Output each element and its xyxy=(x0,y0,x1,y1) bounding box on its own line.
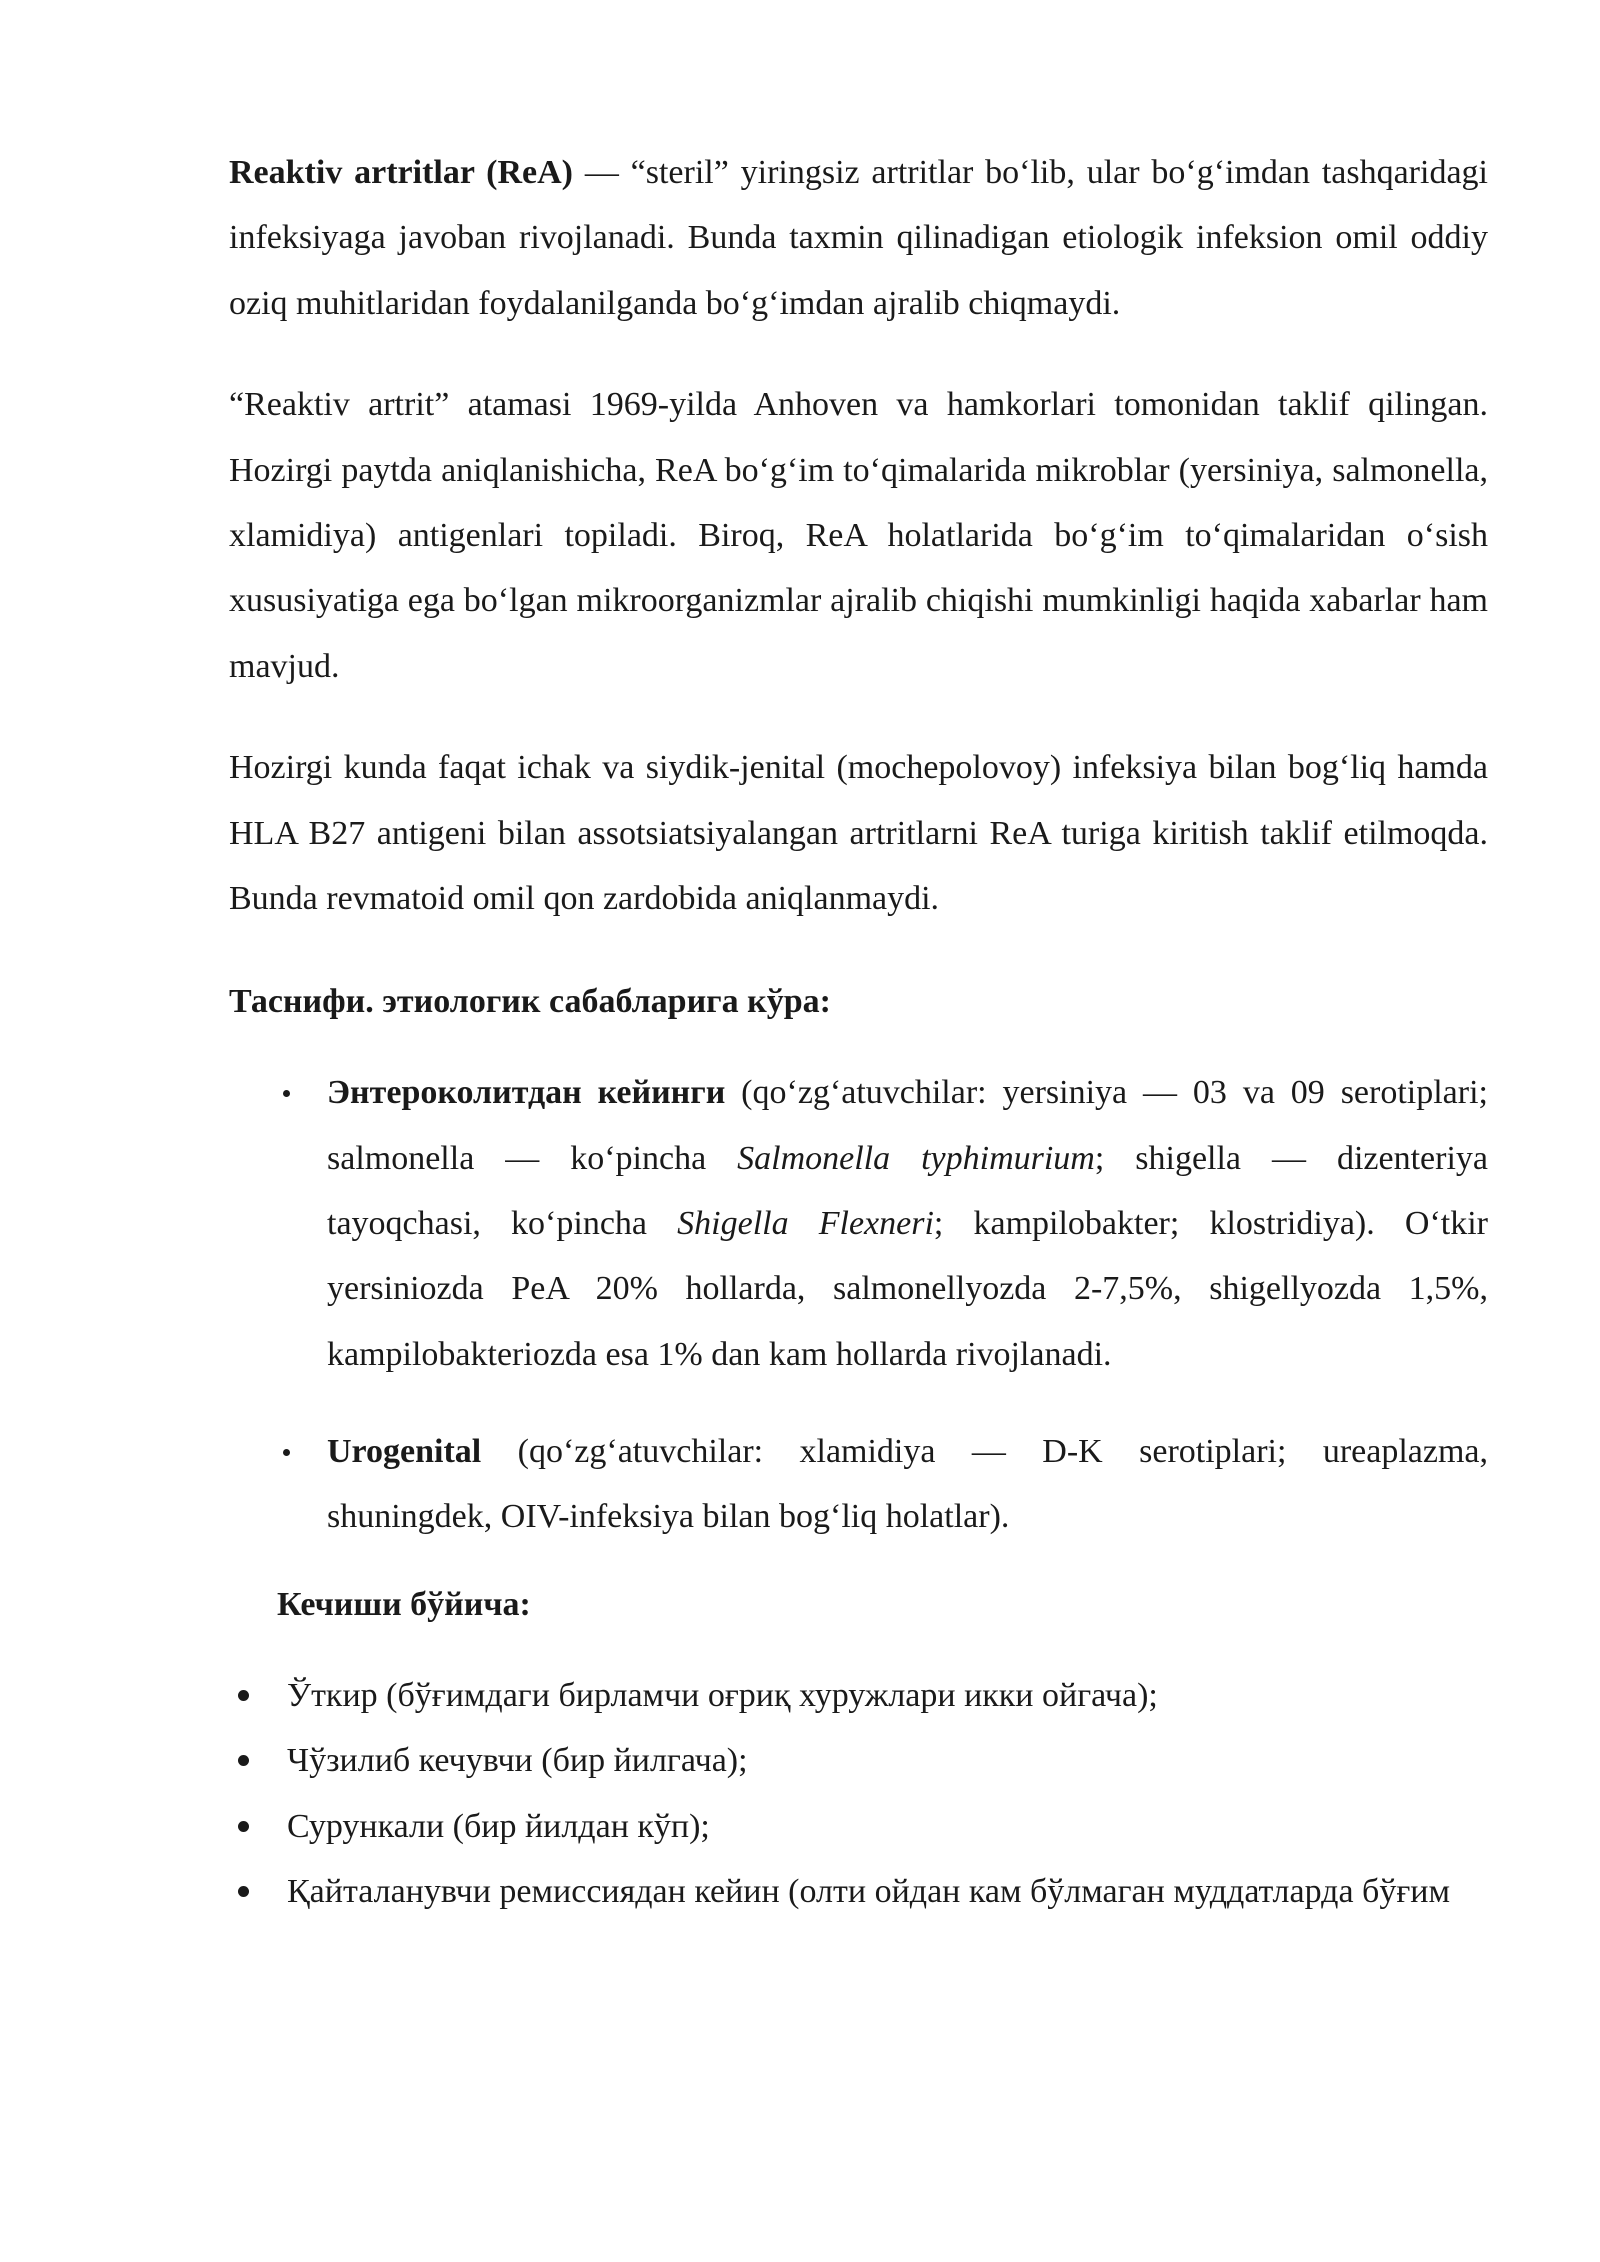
species-name: Salmonella typhimurium xyxy=(737,1139,1095,1177)
definition-text: — “steril” yiringsiz artritlar bo‘lib, ular bo‘g‘imdan tashqaridagi infeksiyaga javoban rivojlanadi. Bunda taxmin qilinadigan etiologik infeksion omil oddiy oziq muhitlaridan foydalanilganda bo‘g‘imdan ajralib chiqmaydi. xyxy=(229,154,1488,322)
course-item-text: Сурункали (бир йилдан кўп); xyxy=(287,1807,710,1845)
bullet-icon xyxy=(283,1090,290,1097)
paragraph-current-view: Hozirgi kunda faqat ichak va siydik-jenital (mochepolovoy) infeksiya bilan bog‘liq hamda HLA B27 antigeni bilan assotsiatsiyalangan artritlarni ReA turiga kiritish taklif etilmoqda. Bunda revmatoid omil qon zardobida aniqlanmaydi. xyxy=(229,749,1488,918)
course-item xyxy=(229,1794,1488,1860)
etiology-item-text: ; shigella — dizenteriya tayoqchasi, ko‘pincha xyxy=(327,1139,1488,1243)
species-name: Shigella Flexneri xyxy=(677,1205,934,1243)
paragraph-history: “Reaktiv artrit” atamasi 1969-yilda Anhoven va hamkorlari tomonidan taklif qilingan. Hozirgi paytda aniqlanishicha, ReA bo‘g‘im to‘qimalarida mikroblar (yersiniya, salmonella, xlamidiya) antigenlari topiladi. Biroq, ReA holatlarida bo‘g‘im to‘qimalaridan o‘sish xususiyatiga ega bo‘lgan mikroorganizmlar ajralib chiqishi mumkinligi haqida xabarlar ham mavjud. xyxy=(229,386,1488,685)
course-item-text: Чўзилиб кечувчи (бир йилгача); xyxy=(287,1742,748,1780)
etiology-list xyxy=(229,1060,1488,1549)
bullet-icon xyxy=(238,1886,249,1897)
bullet-icon xyxy=(238,1821,249,1832)
bullet-icon xyxy=(238,1755,249,1766)
paragraph-definition xyxy=(229,140,1488,336)
course-item xyxy=(229,1728,1488,1794)
course-item xyxy=(229,1663,1488,1729)
classification-heading: Таснифи. этиологик сабабларига кўра: xyxy=(229,983,831,1021)
course-item xyxy=(229,1859,1488,1925)
course-list xyxy=(229,1663,1488,1925)
etiology-item-urogenital xyxy=(229,1419,1488,1550)
bullet-icon xyxy=(238,1690,249,1701)
term-reactive-arthritis: Reaktiv artritlar (ReA) xyxy=(229,154,573,191)
etiology-item-text: (qo‘zg‘atuvchilar: xlamidiya — D-K serotiplari; ureaplazma, shuningdek, OIV-infeksiya bilan bog‘liq holatlar). xyxy=(327,1432,1488,1536)
etiology-item-text: ; kampilobakter; klostridiya). O‘tkir yersiniozda PeA 20% hollarda, salmonellyozda 2-7,5%, shigellyozda 1,5%, kampilobakteriozda esa 1% dan kam hollarda rivojlanadi. xyxy=(327,1205,1488,1373)
document-body xyxy=(229,140,1488,1925)
etiology-item-enterocolitic xyxy=(229,1060,1488,1386)
course-item-text: Қайталанувчи ремиссиядан кейин (олти ойдан кам бўлмаган муддатларда бўғим xyxy=(287,1873,1450,1911)
etiology-item-title: Urogenital xyxy=(327,1432,482,1470)
etiology-item-text: (qo‘zg‘atuvchilar: yersiniya — 03 va 09 serotiplari; salmonella — ko‘pincha xyxy=(327,1074,1488,1177)
etiology-item-title: Энтероколитдан кейинги xyxy=(327,1074,726,1112)
bullet-icon xyxy=(283,1449,290,1456)
course-heading: Кечиши бўйича: xyxy=(277,1585,531,1623)
course-item-text: Ўткир (бўғимдаги бирламчи оғриқ хуружлари икки ойгача); xyxy=(287,1676,1158,1714)
